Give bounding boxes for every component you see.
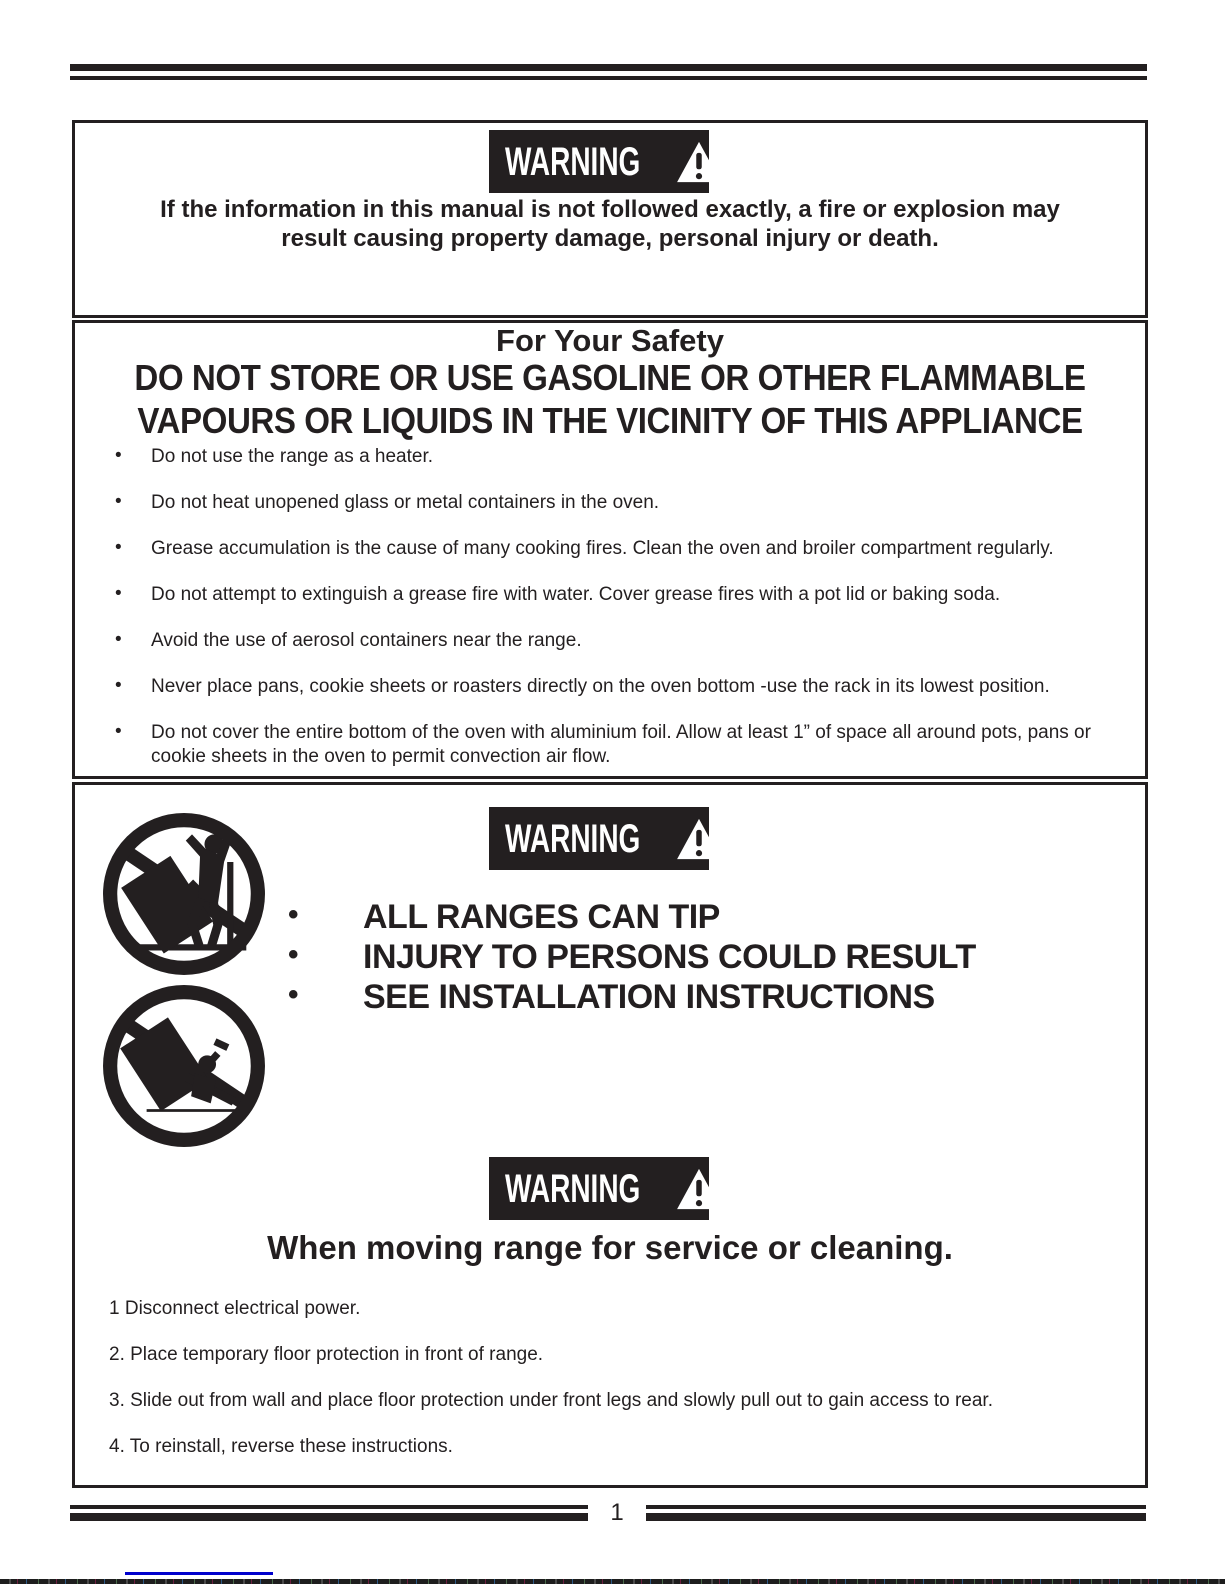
top-rule-thin [70,76,1147,80]
safety-bullet: • Grease accumulation is the cause of many cooking fires. Clean the oven and broiler compartment regularly. [115,537,1115,561]
warning-banner-label: WARNING [504,139,641,184]
safety-bullet: • Do not attempt to extinguish a grease fire with water. Cover grease fires with a pot lid or baking soda. [115,583,1115,607]
tip-warning-item: • SEE INSTALLATION INSTRUCTIONS [288,977,976,1017]
safety-section-title: For Your Safety [496,323,724,358]
moving-steps-list [109,1297,1119,1481]
moving-step: 3. Slide out from wall and place floor protection under front legs and slowly pull out to gain access to rear. [109,1390,993,1411]
top-rule-thick [70,64,1147,71]
safety-bullet: • Never place pans, cookie sheets or roasters directly on the oven bottom -use the rack in its lowest position. [115,675,1115,699]
alert-triangle-icon [676,818,722,860]
moving-step: 1 Disconnect electrical power. [109,1298,361,1319]
page-edge-scan-noise [0,1579,1225,1584]
heading-line-1: DO NOT STORE OR USE GASOLINE OR OTHER FLAMMABLE [134,357,1086,398]
footer-rule-right-thick [646,1513,1146,1521]
warning-banner-label: WARNING [504,816,641,861]
moving-range-heading: When moving range for service or cleaning. [267,1229,953,1266]
safety-bullet: • Do not cover the entire bottom of the oven with aluminium foil. Allow at least 1” of space all around pots, pans or cookie sheets in the oven to permit convection air flow. [115,721,1115,769]
fire-explosion-warning-text [75,195,1145,253]
range-tip-child-prohibited-icon [95,977,273,1155]
safety-bullet: • Avoid the use of aerosol containers near the range. [115,629,1115,653]
warning-banner [489,130,709,193]
warning-line-2: result causing property damage, personal injury or death. [281,225,939,252]
tip-warning-item: • ALL RANGES CAN TIP [288,897,976,937]
warning-banner-label: WARNING [504,1166,641,1211]
page-number: 1 [610,1499,624,1526]
moving-step: 4. To reinstall, reverse these instructions. [109,1436,453,1457]
for-your-safety-box [72,320,1148,779]
warning-banner [489,1157,709,1220]
footer-rule-left-thick [70,1513,588,1521]
range-tip-adult-prohibited-icon [95,805,273,983]
safety-bullet: • Do not use the range as a heater. [115,445,1115,469]
moving-step: 2. Place temporary floor protection in front of range. [109,1344,544,1365]
safety-bullet-list [115,445,1115,791]
alert-triangle-icon [676,1168,722,1210]
warning-line-1: If the information in this manual is not followed exactly, a fire or explosion may [160,196,1060,223]
heading-line-2: VAPOURS OR LIQUIDS IN THE VICINITY OF THIS APPLIANCE [137,400,1083,441]
safety-bullet: • Do not heat unopened glass or metal containers in the oven. [115,491,1115,515]
gasoline-warning-heading [75,356,1145,442]
warning-box-fire-explosion [72,120,1148,318]
tip-over-warning-box [72,782,1148,1488]
footer-blue-line-artifact [125,1572,273,1575]
footer-rule-right-thin [646,1505,1146,1509]
tip-warning-list [288,897,976,1017]
alert-triangle-icon [676,141,722,183]
warning-banner [489,807,709,870]
footer-rule-left-thin [70,1505,588,1509]
tip-warning-item: • INJURY TO PERSONS COULD RESULT [288,937,976,977]
